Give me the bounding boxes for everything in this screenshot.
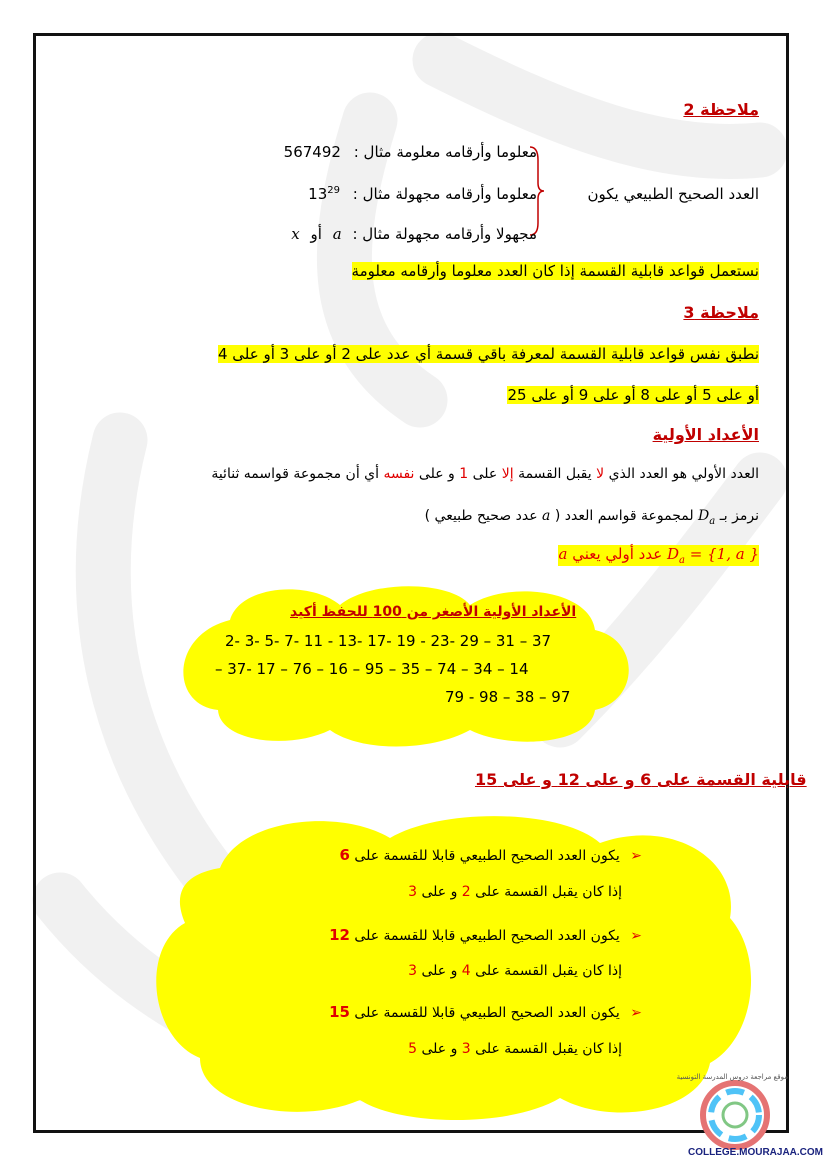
arrow-bullet-icon: ➢: [630, 928, 642, 944]
div-cond-6: إذا كان يقبل القسمة على 2 و على 3: [408, 884, 622, 900]
div-item-12: ➢ يكون العدد الصحيح الطبيعي قابلا للقسمة على 12: [329, 926, 642, 944]
primes-row-2: 41 – 43 – 47 – 53 – 59 – 61 – 67 – 71 -73 –: [215, 660, 529, 678]
prime-definition: العدد الأولي هو العدد الذي لا يقبل القسمة إلا على 1 و على نفسه أي أن مجموعة قواسمه ثنائية: [211, 466, 759, 482]
case1: معلوما وأرقامه معلومة مثال : 567492: [283, 143, 537, 161]
arrow-bullet-icon: ➢: [630, 848, 642, 864]
case3: مجهولا وأرقامه مجهولة مثال : a أو x: [291, 225, 537, 243]
cloud-primes-title: الأعداد الأولية الأصغر من 100 للحفظ أكيد: [290, 604, 577, 620]
divisibility-title: قابلية القسمة على 6 و على 12 و على 15: [475, 770, 807, 789]
rule-note2: نستعمل قواعد قابلية القسمة إذا كان العدد معلوما وأرقامه معلومة: [351, 262, 759, 280]
div-item-15: ➢ يكون العدد الصحيح الطبيعي قابلا للقسمة على 15: [329, 1003, 642, 1021]
main-statement: العدد الصحيح الطبيعي يكون: [587, 185, 759, 203]
div-item-6: ➢ يكون العدد الصحيح الطبيعي قابلا للقسمة على 6: [339, 846, 642, 864]
site-url[interactable]: COLLEGE.MOURAJAA.COM: [688, 1147, 823, 1158]
prime-formula: a عدد أولي يعني $D_a = \{1$, a }: [558, 545, 759, 566]
note3-title: ملاحظة 3: [683, 303, 759, 322]
note2-title: ملاحظة 2: [683, 100, 759, 119]
divisor-notation: نرمز بـ $D_a$ لمجموعة قواسم العدد ( a عدد صحيح طبيعي ): [424, 508, 759, 527]
div-cond-12: إذا كان يقبل القسمة على 4 و على 3: [408, 963, 622, 979]
primes-title: الأعداد الأولية: [652, 425, 759, 444]
div-cond-15: إذا كان يقبل القسمة على 3 و على 5: [408, 1041, 622, 1057]
arrow-bullet-icon: ➢: [630, 1005, 642, 1021]
primes-row-3: 79 – 83 – 89 - 97: [445, 688, 571, 706]
logo-caption: موقع مراجعة دروس المدرسة التونسية: [676, 1073, 788, 1081]
note3-line2: أو على 5 أو على 8 أو على 9 أو على 25: [507, 386, 759, 404]
primes-row-1: 2- 3- 5- 7- 11 - 13- 17- 19 - 23- 29 – 31 – 37: [225, 632, 552, 650]
site-logo-icon: [690, 1070, 780, 1150]
case2: معلوما وأرقامه مجهولة مثال : $13^{29}$: [308, 185, 537, 203]
note3-line1: نطبق نفس قواعد قابلية القسمة لمعرفة باقي قسمة أي عدد على 2 أو على 3 أو على 4: [217, 345, 759, 363]
